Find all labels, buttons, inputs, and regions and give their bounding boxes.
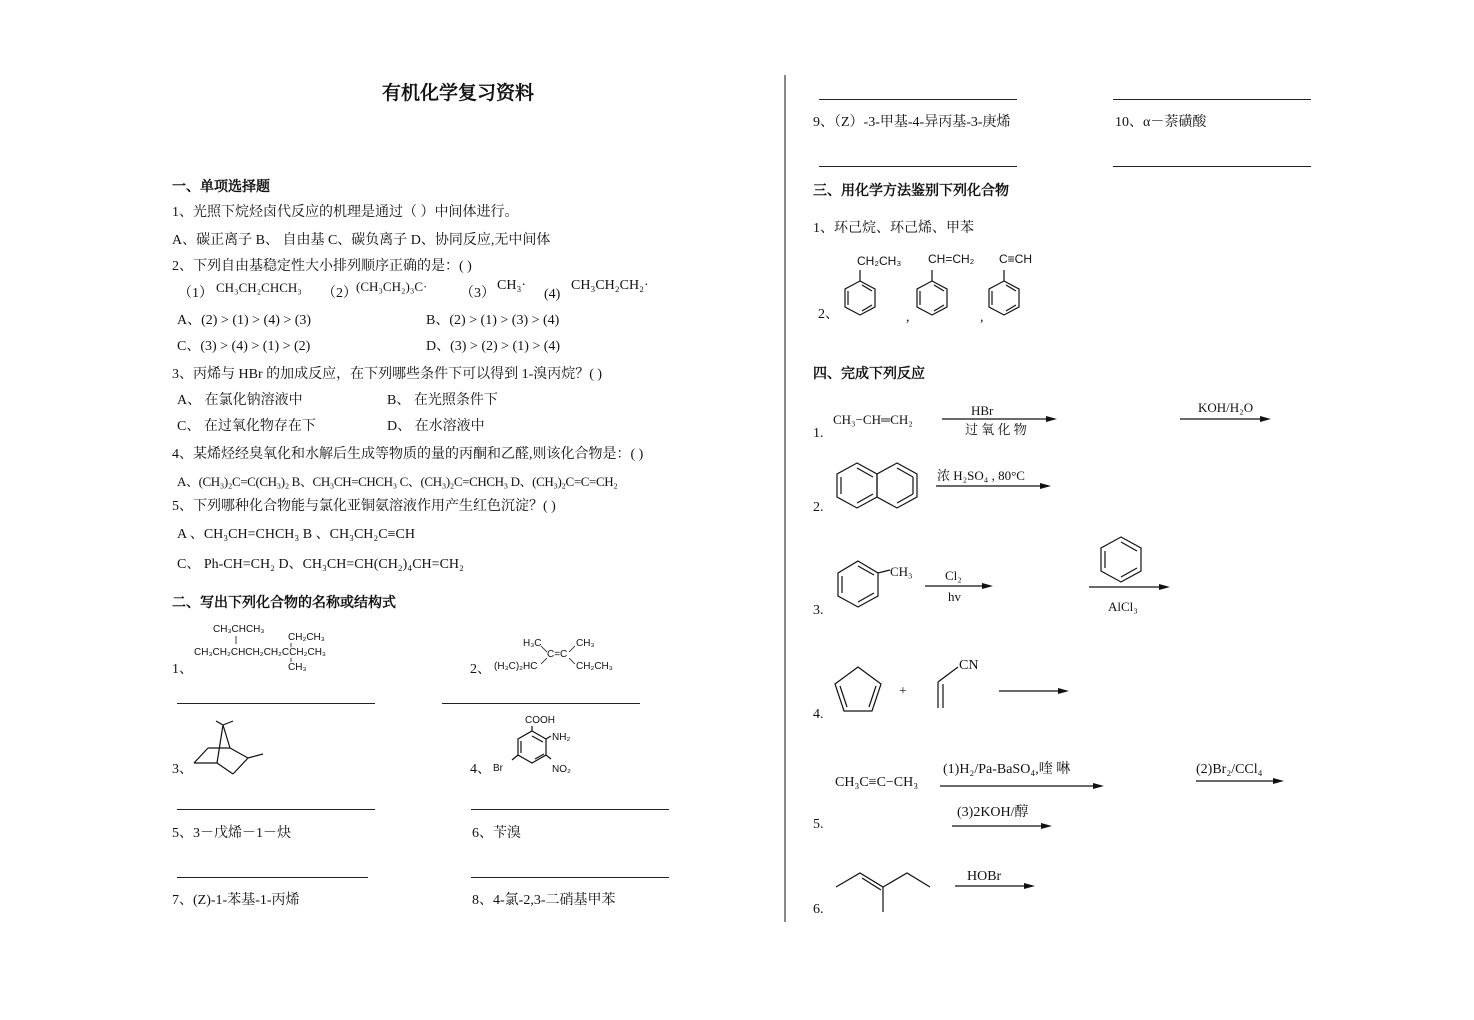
item-number: 7、 (172, 893, 193, 908)
acrylonitrile (938, 667, 958, 708)
item-number: 8、 (472, 893, 493, 908)
q2-option-d: D、(3) > (2) > (1) > (4) (426, 339, 561, 354)
item-number: 3、 (172, 762, 193, 777)
compound-name: α－萘磺酸 (1143, 115, 1207, 130)
q3-option-d: D、 在水溶液中 (387, 419, 485, 434)
reaction-number: 6. (813, 902, 824, 917)
q3-option-b: B、 在光照条件下 (387, 393, 498, 408)
q2-item-label: （3） (460, 286, 495, 301)
q2-item-label: （2） (322, 286, 357, 301)
item-6 (472, 826, 521, 842)
q5-options-cd: C、 Ph-CH=CH₂ D、CH₃CH=CH(CH₂)₄CH=CH₂ (177, 557, 464, 572)
item-number: 1、 (172, 662, 193, 677)
structure-label: C=C (547, 649, 568, 660)
compound-name: 4-氯-2,3-二硝基甲苯 (493, 893, 616, 908)
q2-item-formula: (CH₃CH₂)₃C· (356, 279, 428, 294)
q3-option-c: C、 在过氧化物存在下 (177, 419, 316, 434)
q5-options-ab: A 、CH₃CH=CHCH₃ B 、CH₃CH₂C≡CH (177, 527, 415, 542)
reaction-number: 1. (813, 426, 824, 441)
structure-label: CH₂CH₃ (576, 661, 613, 672)
reagent-above: (3)2KOH/醇 (957, 805, 1029, 820)
q3-option-a: A、 在氯化钠溶液中 (177, 393, 303, 408)
question-4: 4、某烯烃经臭氧化和水解后生成等物质的量的丙酮和乙醛,则该化合物是：( ) (172, 447, 644, 462)
q2-option-a: A、(2) > (1) > (4) > (3) (177, 313, 312, 328)
question-3: 3、丙烯与 HBr 的加成反应，在下列哪些条件下可以得到 1-溴丙烷？( ) (172, 367, 603, 382)
answer-line[interactable] (177, 877, 368, 878)
benzene-ring-structure-4 (512, 726, 551, 763)
structure-label: NH₂ (552, 732, 571, 743)
q2-item-formula: CH₃· (497, 278, 526, 293)
answer-line[interactable] (471, 809, 669, 810)
separator: , (980, 310, 984, 325)
catalyst-below: AlCl₃ (1108, 599, 1138, 614)
item-7 (172, 893, 300, 909)
item-10 (1115, 115, 1206, 131)
section-2-heading: 二、写出下列化合物的名称或结构式 (172, 595, 396, 611)
separator: , (906, 310, 910, 325)
plus-sign: + (899, 684, 907, 699)
q2-item-label: （1） (178, 286, 213, 301)
reaction-5-arrows (940, 778, 1284, 829)
item-number: 2、 (470, 662, 491, 677)
answer-line[interactable] (177, 703, 375, 704)
question-1-options: A、碳正离子 B、 自由基 C、碳负离子 D、协同反应,无中间体 (172, 233, 551, 248)
compound-name: 苄溴 (493, 826, 521, 841)
reaction-number: 3. (813, 603, 824, 618)
q2-option-c: C、(3) > (4) > (1) > (2) (177, 339, 311, 354)
reaction-3-arrows (925, 583, 1170, 590)
item-9 (813, 115, 1011, 131)
reaction-4-arrow (999, 688, 1069, 694)
compound-name: （Z）-3-甲基-4-异丙基-3-庚烯 (834, 115, 1011, 130)
substituent-label: C≡CH (999, 252, 1032, 266)
answer-line[interactable] (471, 877, 669, 878)
answer-line[interactable] (1113, 166, 1311, 167)
answer-line[interactable] (1113, 99, 1311, 100)
answer-line[interactable] (819, 99, 1017, 100)
section-4-heading: 四、完成下列反应 (813, 366, 925, 382)
reagent-above: (2)Br₂/CCl₄ (1196, 762, 1263, 777)
item-number: 2、 (818, 307, 839, 322)
substituent-label: CH=CH₂ (928, 252, 975, 266)
q2-option-b: B、(2) > (1) > (3) > (4) (426, 313, 560, 328)
item-8 (472, 893, 616, 909)
q2-item-label: (4) (544, 287, 561, 302)
reagent-above: (1)H₂/Pa-BaSO₄,喹 啉 (943, 762, 1071, 777)
structure-label: CH₃ (288, 662, 307, 673)
reagent-above: Cl₂ (945, 568, 962, 583)
toluene (838, 561, 890, 607)
section-3-question-1: 1、环己烷、环己烯、甲苯 (813, 221, 974, 236)
ethylbenzene-ring (845, 270, 875, 315)
compound-name: (Z)-1-苯基-1-丙烯 (193, 893, 300, 908)
reaction-number: 2. (813, 500, 824, 515)
q2-item-formula: CH₃CH₂CHCH₃ (216, 280, 302, 295)
naphthalene (837, 463, 917, 508)
structure-label: Br (493, 763, 503, 774)
styrene-ring (917, 270, 947, 315)
condition-below: 过 氧 化 物 (965, 422, 1027, 437)
item-number: 5、 (172, 826, 193, 841)
reagent-above: HOBr (967, 869, 1002, 884)
page-title: 有机化学复习资料 (382, 82, 535, 104)
reactant: CH₃C≡C−CH₃ (835, 775, 919, 790)
item-number: 6、 (472, 826, 493, 841)
question-2: 2、下列自由基稳定性大小排列顺序正确的是：( ) (172, 259, 472, 274)
reaction-number: 5. (813, 817, 824, 832)
answer-line[interactable] (442, 703, 640, 704)
item-5 (172, 826, 291, 842)
section-3-heading: 三、用化学方法鉴别下列化合物 (813, 183, 1009, 199)
reagent-above: HBr (971, 403, 994, 418)
substituent-label: CH₂CH₃ (857, 254, 902, 268)
structure-label: CH₃CH₂CHCH₂CH₂CCH₂CH₃ (194, 647, 326, 658)
item-number: 4、 (470, 762, 491, 777)
reagent-above: KOH/H₂O (1198, 400, 1254, 415)
reaction-number: 4. (813, 707, 824, 722)
structure-label: NO₂ (552, 764, 571, 775)
answer-line[interactable] (177, 809, 375, 810)
structure-label: (H₃C)₂HC (494, 661, 538, 672)
benzene-reagent (1101, 537, 1141, 582)
reagent-above: 浓 H₂SO₄ , 80°C (937, 468, 1025, 483)
answer-line[interactable] (819, 166, 1017, 167)
substituent-label: CH₃ (890, 564, 913, 579)
question-1: 1、光照下烷烃卤代反应的机理是通过（ ）中间体进行。 (172, 205, 519, 220)
item-number: 9、 (813, 115, 834, 130)
structure-label: CH₃ (576, 638, 595, 649)
q2-item-formula: CH₃CH₂CH₂· (571, 278, 649, 293)
structure-label: COOH (525, 715, 555, 726)
compound-name: 3－戊烯－1－炔 (193, 826, 291, 841)
phenylacetylene-ring (989, 270, 1019, 315)
reactant: CH₃−CH═CH₂ (833, 412, 913, 427)
nitrile-label: CN (959, 658, 979, 673)
condition-below: hv (948, 589, 961, 604)
structure-label: CH₂CH₃ (288, 632, 325, 643)
cyclopentadiene (835, 667, 881, 711)
section-1-heading: 一、单项选择题 (172, 179, 270, 195)
bicyclic-structure (194, 721, 263, 774)
item-number: 10、 (1115, 115, 1143, 130)
question-5: 5、下列哪种化合物能与氯化亚铜氨溶液作用产生红色沉淀？( ) (172, 499, 556, 514)
structure-label: H₃C (523, 638, 542, 649)
alkene-skeleton (836, 873, 930, 912)
question-4-options: A、(CH₃)₂C=C(CH₃)₂ B、CH₃CH=CHCH₃ C、(CH₃)₂C=CHCH₃ D、(CH₃)₂C=C=CH₂ (177, 474, 618, 489)
structure-label: CH₃CHCH₃ (213, 624, 265, 635)
